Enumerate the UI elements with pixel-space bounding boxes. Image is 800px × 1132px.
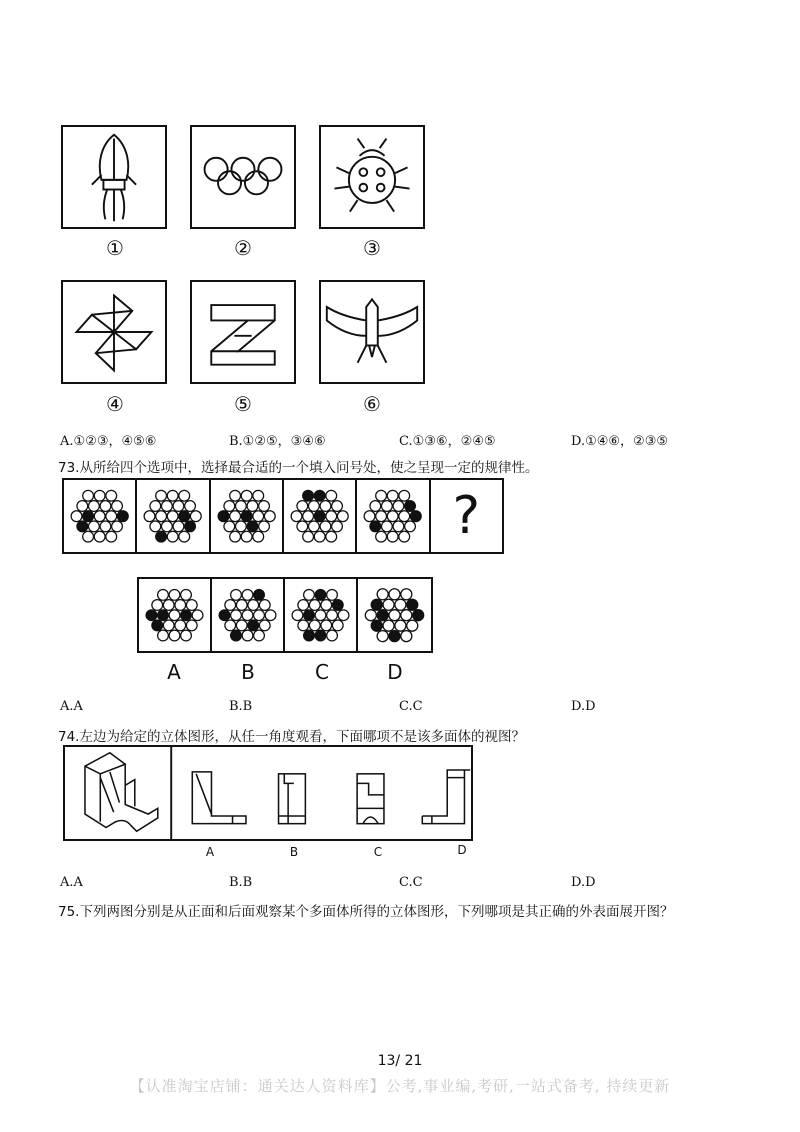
empty-dot xyxy=(388,531,399,542)
empty-dot xyxy=(241,490,252,501)
empty-dot xyxy=(248,600,259,611)
empty-dot xyxy=(224,501,235,512)
empty-dot xyxy=(254,630,265,641)
empty-dot xyxy=(298,620,309,631)
filled-dot xyxy=(303,490,314,501)
filled-dot xyxy=(315,630,326,641)
empty-dot xyxy=(309,600,320,611)
empty-dot xyxy=(235,521,246,532)
filled-dot xyxy=(407,599,418,610)
empty-dot xyxy=(241,531,252,542)
q73-option-c[interactable]: C.C xyxy=(399,699,423,714)
empty-dot xyxy=(258,521,269,532)
empty-dot xyxy=(163,600,174,611)
empty-dot xyxy=(399,531,410,542)
q74-option-b[interactable]: B.B xyxy=(229,875,253,890)
answer-cell-c[interactable] xyxy=(285,579,358,651)
q73-answer-strip xyxy=(137,577,433,653)
filled-dot xyxy=(254,589,265,600)
empty-dot xyxy=(326,511,337,522)
sequence-cell-4 xyxy=(284,480,357,552)
answer-letter-c: C xyxy=(315,660,329,684)
empty-dot xyxy=(236,600,247,611)
question-mark: ? xyxy=(452,486,481,546)
empty-dot xyxy=(229,490,240,501)
view-d xyxy=(422,770,470,824)
filled-dot xyxy=(332,600,343,611)
empty-dot xyxy=(179,531,190,542)
empty-dot xyxy=(327,589,338,600)
filled-dot xyxy=(389,631,400,642)
empty-dot xyxy=(242,610,253,621)
empty-dot xyxy=(106,490,117,501)
sequence-cell-2 xyxy=(137,480,210,552)
q73-sequence-strip xyxy=(62,478,504,554)
filled-dot xyxy=(314,490,325,501)
empty-dot xyxy=(186,600,197,611)
empty-dot xyxy=(327,630,338,641)
figure-1-squid xyxy=(61,125,167,229)
empty-dot xyxy=(71,511,82,522)
filled-dot xyxy=(158,610,169,621)
empty-dot xyxy=(252,531,263,542)
empty-dot xyxy=(158,630,169,641)
empty-dot xyxy=(399,511,410,522)
filled-dot xyxy=(152,620,163,631)
figure-label-6: ⑥ xyxy=(363,392,381,416)
empty-dot xyxy=(388,490,399,501)
empty-dot xyxy=(192,610,203,621)
empty-dot xyxy=(382,501,393,512)
empty-dot xyxy=(376,490,387,501)
empty-dot xyxy=(242,630,253,641)
filled-dot xyxy=(371,599,382,610)
empty-dot xyxy=(382,521,393,532)
empty-dot xyxy=(308,501,319,512)
empty-dot xyxy=(265,610,276,621)
empty-dot xyxy=(242,589,253,600)
empty-dot xyxy=(181,630,192,641)
empty-dot xyxy=(162,501,173,512)
empty-dot xyxy=(94,490,105,501)
empty-dot xyxy=(304,589,315,600)
empty-dot xyxy=(399,490,410,501)
empty-dot xyxy=(231,589,242,600)
empty-dot xyxy=(94,511,105,522)
empty-dot xyxy=(168,531,179,542)
filled-dot xyxy=(241,511,252,522)
filled-dot xyxy=(231,630,242,641)
empty-dot xyxy=(326,531,337,542)
filled-dot xyxy=(304,630,315,641)
answer-letter-b: B xyxy=(241,660,255,684)
filled-dot xyxy=(156,531,167,542)
empty-dot xyxy=(292,610,303,621)
empty-dot xyxy=(252,490,263,501)
answer-cell-d[interactable] xyxy=(358,579,431,651)
empty-dot xyxy=(395,599,406,610)
empty-dot xyxy=(370,501,381,512)
empty-dot xyxy=(383,620,394,631)
q73-option-b[interactable]: B.B xyxy=(229,699,253,714)
empty-dot xyxy=(173,501,184,512)
empty-dot xyxy=(309,620,320,631)
empty-dot xyxy=(332,620,343,631)
empty-dot xyxy=(150,501,161,512)
empty-dot xyxy=(258,501,269,512)
empty-dot xyxy=(163,620,174,631)
empty-dot xyxy=(297,501,308,512)
view-letter-c: C xyxy=(373,845,383,859)
empty-dot xyxy=(401,610,412,621)
q74-option-a[interactable]: A.A xyxy=(60,875,83,890)
empty-dot xyxy=(156,490,167,501)
figure-2-olympic-rings xyxy=(190,125,296,229)
empty-dot xyxy=(106,511,117,522)
empty-dot xyxy=(321,620,332,631)
empty-dot xyxy=(100,501,111,512)
empty-dot xyxy=(337,511,348,522)
empty-dot xyxy=(236,620,247,631)
filled-dot xyxy=(377,610,388,621)
empty-dot xyxy=(106,531,117,542)
q72-option-d[interactable]: D.①④⑥，②③⑤ xyxy=(571,434,669,449)
empty-dot xyxy=(264,511,275,522)
answer-letter-a: A xyxy=(167,660,181,684)
empty-dot xyxy=(168,511,179,522)
empty-dot xyxy=(247,501,258,512)
watermark-text: 【认准淘宝店铺：通关达人资料库】公考,事业编,考研,一站式备考, 持续更新 xyxy=(129,1077,671,1095)
figure-3-ladybug xyxy=(319,125,425,229)
empty-dot xyxy=(364,511,375,522)
empty-dot xyxy=(173,521,184,532)
empty-dot xyxy=(156,511,167,522)
empty-dot xyxy=(383,599,394,610)
empty-dot xyxy=(326,490,337,501)
empty-dot xyxy=(185,501,196,512)
view-letter-b: B xyxy=(289,845,299,859)
empty-dot xyxy=(175,620,186,631)
view-a xyxy=(192,772,246,824)
empty-dot xyxy=(393,521,404,532)
empty-dot xyxy=(150,521,161,532)
figure-label-4: ④ xyxy=(106,392,124,416)
q72-option-b[interactable]: B.①②⑤，③④⑥ xyxy=(229,434,326,449)
figure-label-2: ② xyxy=(234,236,252,260)
view-letter-a: A xyxy=(205,845,215,859)
filled-dot xyxy=(77,521,88,532)
empty-dot xyxy=(77,501,88,512)
empty-dot xyxy=(231,610,242,621)
empty-dot xyxy=(169,589,180,600)
filled-dot xyxy=(411,511,422,522)
q74-figure-box xyxy=(63,745,473,841)
filled-dot xyxy=(370,521,381,532)
empty-dot xyxy=(83,531,94,542)
sequence-cell-5 xyxy=(357,480,430,552)
view-letter-d: D xyxy=(457,843,467,857)
empty-dot xyxy=(405,521,416,532)
empty-dot xyxy=(407,620,418,631)
empty-dot xyxy=(320,501,331,512)
answer-cell-b[interactable] xyxy=(212,579,285,651)
answer-letter-d: D xyxy=(387,660,403,684)
empty-dot xyxy=(112,501,123,512)
figure-4-pinwheel xyxy=(61,280,167,384)
empty-dot xyxy=(389,589,400,600)
empty-dot xyxy=(321,600,332,611)
empty-dot xyxy=(235,501,246,512)
filled-dot xyxy=(247,521,258,532)
filled-dot xyxy=(117,511,128,522)
empty-dot xyxy=(303,511,314,522)
empty-dot xyxy=(401,589,412,600)
empty-dot xyxy=(303,531,314,542)
empty-dot xyxy=(376,511,387,522)
filled-dot xyxy=(248,620,259,631)
empty-dot xyxy=(259,600,270,611)
empty-dot xyxy=(94,531,105,542)
filled-dot xyxy=(315,589,326,600)
filled-dot xyxy=(405,501,416,512)
empty-dot xyxy=(365,610,376,621)
filled-dot xyxy=(83,511,94,522)
empty-dot xyxy=(225,620,236,631)
empty-dot xyxy=(162,521,173,532)
empty-dot xyxy=(229,531,240,542)
sequence-cell-1 xyxy=(64,480,137,552)
filled-dot xyxy=(185,521,196,532)
empty-dot xyxy=(332,501,343,512)
filled-dot xyxy=(413,610,424,621)
q73-option-d[interactable]: D.D xyxy=(571,699,596,714)
empty-dot xyxy=(144,511,155,522)
empty-dot xyxy=(315,610,326,621)
q74-option-d[interactable]: D.D xyxy=(571,875,596,890)
filled-dot xyxy=(146,610,157,621)
empty-dot xyxy=(88,521,99,532)
figure-label-5: ⑤ xyxy=(234,392,252,416)
empty-dot xyxy=(259,620,270,631)
filled-dot xyxy=(219,610,230,621)
empty-dot xyxy=(224,521,235,532)
q73-option-a[interactable]: A.A xyxy=(60,699,83,714)
empty-dot xyxy=(112,521,123,532)
empty-dot xyxy=(401,631,412,642)
view-b xyxy=(279,774,306,824)
empty-dot xyxy=(314,531,325,542)
empty-dot xyxy=(388,511,399,522)
empty-dot xyxy=(252,511,263,522)
empty-dot xyxy=(88,501,99,512)
empty-dot xyxy=(332,521,343,532)
filled-dot xyxy=(371,620,382,631)
empty-dot xyxy=(377,589,388,600)
q74-option-c[interactable]: C.C xyxy=(399,875,423,890)
empty-dot xyxy=(338,610,349,621)
empty-dot xyxy=(298,600,309,611)
empty-dot xyxy=(308,521,319,532)
q72-option-a[interactable]: A.①②③，④⑤⑥ xyxy=(60,434,157,449)
view-c xyxy=(357,774,384,824)
empty-dot xyxy=(100,521,111,532)
figure-label-3: ③ xyxy=(363,236,381,260)
empty-dot xyxy=(377,631,388,642)
filled-dot xyxy=(314,511,325,522)
empty-dot xyxy=(152,600,163,611)
empty-dot xyxy=(254,610,265,621)
page-number: 13/ 21 xyxy=(377,1053,423,1069)
empty-dot xyxy=(169,630,180,641)
empty-dot xyxy=(169,610,180,621)
empty-dot xyxy=(229,511,240,522)
empty-dot xyxy=(181,589,192,600)
empty-dot xyxy=(83,490,94,501)
empty-dot xyxy=(393,501,404,512)
empty-dot xyxy=(389,610,400,621)
solid-figure xyxy=(85,753,158,832)
empty-dot xyxy=(291,511,302,522)
empty-dot xyxy=(320,521,331,532)
filled-dot xyxy=(181,610,192,621)
answer-cell-a[interactable] xyxy=(139,579,212,651)
figure-6-swallow xyxy=(319,280,425,384)
sequence-cell-3 xyxy=(211,480,284,552)
figure-label-1: ① xyxy=(106,236,124,260)
empty-dot xyxy=(191,511,202,522)
empty-dot xyxy=(327,610,338,621)
empty-dot xyxy=(225,600,236,611)
empty-dot xyxy=(297,521,308,532)
empty-dot xyxy=(175,600,186,611)
q72-option-c[interactable]: C.①③⑥，②④⑤ xyxy=(399,434,496,449)
empty-dot xyxy=(179,490,190,501)
empty-dot xyxy=(168,490,179,501)
empty-dot xyxy=(395,620,406,631)
q74-question-text: 74.左边为给定的立体图形，从任一角度观看，下面哪项不是该多面体的视图？ xyxy=(58,729,525,745)
filled-dot xyxy=(218,511,229,522)
filled-dot xyxy=(179,511,190,522)
q75-question-text: 75.下列两图分别是从正面和后面观察某个多面体所得的立体图形，下列哪项是其正确的外表面展开图？ xyxy=(58,904,674,920)
sequence-cell-question xyxy=(431,480,502,552)
empty-dot xyxy=(186,620,197,631)
q73-question-text: 73.从所给四个选项中，选择最合适的一个填入问号处，使之呈现一定的规律性。 xyxy=(58,460,539,476)
empty-dot xyxy=(376,531,387,542)
figure-5-z-shape xyxy=(190,280,296,384)
empty-dot xyxy=(158,589,169,600)
filled-dot xyxy=(304,610,315,621)
